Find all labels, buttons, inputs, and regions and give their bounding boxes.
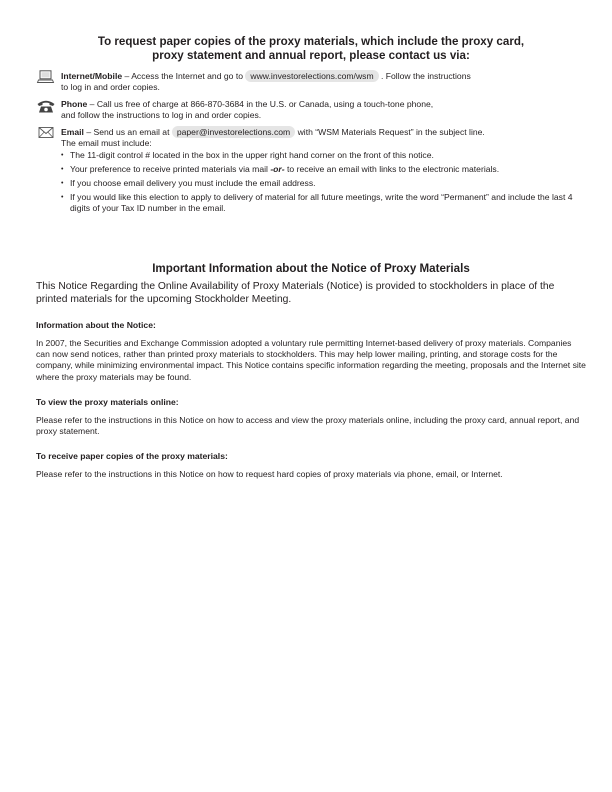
- request-heading-line1: To request paper copies of the proxy materials, which include the proxy card,: [97, 35, 525, 48]
- internet-url-link[interactable]: www.investorelections.com/wsm: [245, 70, 378, 82]
- notice-heading: Important Information about the Notice of Proxy Materials: [152, 262, 470, 275]
- list-item-text: Your preference to receive printed materials via mail: [70, 164, 271, 174]
- list-item: • The 11-digit control # located in the box in the upper right hand corner on the front of this notice.: [61, 150, 586, 161]
- email-address-link[interactable]: paper@investorelections.com: [172, 126, 295, 138]
- section-body: In 2007, the Securities and Exchange Commission adopted a voluntary rule permitting Internet-based delivery of proxy materials. Companies can now send notices, rather than printed proxy materials to stockholders. This may help lower mailing, printing, and storage costs for the company, while minimizing environmental impact. This Notice contains specific information regarding the meeting, proposals and the Internet site where the proxy materials may be found.: [36, 338, 586, 382]
- section-heading: To view the proxy materials online:: [36, 397, 179, 407]
- section-heading: Information about the Notice:: [36, 320, 156, 330]
- phone-text-line2: and follow the instructions to log in and order copies.: [61, 110, 262, 120]
- email-text-before: – Send us an email at: [83, 127, 172, 137]
- telephone-icon: [36, 99, 56, 113]
- list-item: • If you choose email delivery you must include the email address.: [61, 178, 586, 189]
- list-item: [61, 164, 586, 175]
- list-item: • If you would like this election to apply to delivery of material for all future meetings, write the word “Permanent” and include the last 4 digits of your Tax ID number in the email.: [61, 192, 586, 214]
- phone-contact-text: [61, 99, 586, 121]
- request-heading: [36, 35, 586, 63]
- phone-label: Phone: [61, 99, 88, 109]
- internet-label: Internet/Mobile: [61, 71, 123, 81]
- email-text-line2: The email must include:: [61, 138, 152, 148]
- section-body: Please refer to the instructions in this Notice on how to request hard copies of proxy materials via phone, email, or Internet.: [36, 469, 503, 479]
- envelope-icon: [36, 126, 56, 140]
- phone-text: – Call us free of charge at 866-870-3684 in the U.S. or Canada, using a touch-tone phone,: [87, 99, 434, 109]
- email-contact-text: [61, 126, 586, 217]
- request-heading-line2: proxy statement and annual report, please contact us via:: [152, 49, 470, 62]
- list-item-emphasis: -or-: [270, 164, 285, 174]
- email-text-after: with “WSM Materials Request” in the subject line.: [295, 127, 485, 137]
- email-requirements-list: [61, 150, 586, 214]
- section-heading: To receive paper copies of the proxy materials:: [36, 451, 228, 461]
- internet-text-before: – Access the Internet and go to: [122, 71, 246, 81]
- internet-contact-text: [61, 70, 586, 93]
- internet-text-after: . Follow the instructions: [378, 71, 471, 81]
- internet-text-line2: to log in and order copies.: [61, 82, 160, 92]
- notice-intro: This Notice Regarding the Online Availability of Proxy Materials (Notice) is provided to stockholders in place of the printed materials for the upcoming Stockholder Meeting.: [36, 281, 555, 305]
- computer-icon: [36, 70, 56, 84]
- list-item-text: to receive an email with links to the electronic materials.: [284, 164, 500, 174]
- section-body: Please refer to the instructions in this Notice on how to access and view the proxy materials online, including the proxy card, annual report, and proxy statement.: [36, 415, 580, 437]
- email-label: Email: [61, 127, 84, 137]
